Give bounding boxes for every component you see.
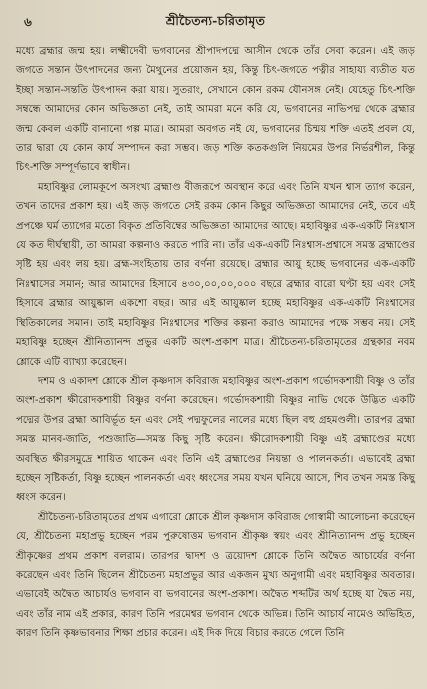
- paragraph: শ্রীচৈতন্য-চরিতামৃতের প্রথম এগারো শ্লোকে শ্রীল কৃষ্ণদাস কবিরাজ গোস্বামী আলোচনা করেছেন যে, শ্রীচৈতন্য মহাপ্রভু হচ্ছেন পরম পুরুষোত্তম ভগবান শ্রীকৃষ্ণ স্বয়ং এবং শ্রীনিত্যানন্দ প্রভু হচ্ছেন শ্রীকৃষ্ণের প্রথম প্রকাশ বলরাম। তারপর দ্বাদশ ও ত্রয়োদশ শ্লোকে তিনি অদ্বৈত আচার্যের বর্ণনা করেছেন এবং তিনি ছিলেন শ্রীচৈতন্য মহাপ্রভুর আর একজন মুখ্য অনুগামী এবং মহাবিষ্ণুর অবতার। এভাবেই অদ্বৈত আচার্যও ভগবান বা ভগবানের অংশ-প্রকাশ। অদ্বৈত শব্দটির অর্থ হচ্ছে যা দ্বৈত নয়, এবং তাঁর নাম এই প্রকার, কারণ তিনি পরমেশ্বর ভগবান থেকে অভিন্ন। তিনি আচার্য নামেও অভিহিত, কারণ তিনি কৃষ্ণভাবনার শিক্ষা প্রচার করেন। এই দিক দিয়ে বিচার করতে গেলে তিনি: [16, 511, 415, 640]
- paragraph: মহাবিষ্ণুর লোমকূপে অসংখ্য ব্রহ্মাণ্ড বীজরূপে অবস্থান করে এবং তিনি যখন শ্বাস ত্যাগ করেন, তখন তাদের প্রকাশ হয়। এই জড় জগতে সেই রকম কোন কিছুর অভিজ্ঞতা আমাদের নেই, তবে এই প্রপঞ্চে ঘর্ম ত্যাগের মতো বিকৃত প্রতিবিম্বের অভিজ্ঞতা আমাদের আছে। মহাবিষ্ণুর এক-একটি নিঃশ্বাস যে কত দীর্ঘস্থায়ী, তা আমরা কল্পনাও করতে পারি না। তাঁর এক-একটি নিঃশ্বাস-প্রশ্বাসে সমস্ত ব্রহ্মাণ্ডের সৃষ্টি হয় এবং লয় হয়। ব্রহ্ম-সংহিতায় তার বর্ণনা রয়েছে। ব্রহ্মার আয়ু হচ্ছে ভগবানের এক-একটি নিঃশ্বাসের সমান; আর আমাদের হিসাবে ৪৩০,০০,০০,০০০ বছরে ব্রহ্মার বারো ঘণ্টা হয় এবং সেই হিসাবে ব্রহ্মার আয়ুষ্কাল একশো বছর। আর এই আয়ুষ্কাল হচ্ছে মহাবিষ্ণুর এক-একটি নিঃশ্বাসের স্থিতিকালের সমান। তাই মহাবিষ্ণুর নিঃশ্বাসের শক্তির কল্পনা করাও আমাদের পক্ষে সম্ভব নয়। সেই মহাবিষ্ণু হচ্ছেন শ্রীনিত্যানন্দ প্রভুর একটি অংশ-প্রকাশ মাত্র। শ্রীচৈতন্য-চরিতামৃতের গ্রন্থকার নবম শ্লোকে এটি ব্যাখ্যা করেছেন।: [16, 181, 415, 368]
- body-text: [16, 42, 415, 644]
- running-head: [16, 14, 415, 32]
- paragraph: মধ্যে ব্রহ্মার জন্ম হয়। লক্ষ্মীদেবী ভগবানের শ্রীপাদপদ্মে আসীন থেকে তাঁর সেবা করেন। এই জড় জগতে সন্তান উৎপাদনের জন্য মৈথুনের প্রয়োজন হয়, কিন্তু চিৎ-জগতে পত্নীর সাহায্য ব্যতীত যত ইচ্ছা সন্তান-সন্ততি উৎপাদন করা যায়। সুতরাং, সেখানে কোন রকম যৌনসঙ্গ নেই। যেহেতু চিৎ-শক্তি সম্বন্ধে আমাদের কোন অভিজ্ঞতা নেই, তাই আমরা মনে করি যে, ভগবানের নাভিপদ্ম থেকে ব্রহ্মার জন্ম কেবল একটি বানানো গল্প মাত্র। আমরা অবগত নই যে, ভগবানের চিন্ময় শক্তি এতই প্রবল যে, তার দ্বারা যে কোন কার্য সম্পাদন করা সম্ভব। জড় শক্তি কতকগুলি নিয়মের উপর নির্ভরশীল, কিন্তু চিৎ-শক্তি সম্পূর্ণভাবে স্বাধীন।: [16, 46, 415, 174]
- paragraph: দশম ও একাদশ শ্লোকে শ্রীল কৃষ্ণদাস কবিরাজ মহাবিষ্ণুর অংশ-প্রকাশ গর্ভোদকশায়ী বিষ্ণু ও তাঁর অংশ-প্রকাশ ক্ষীরোদকশায়ী বিষ্ণুর বর্ণনা করেছেন। গর্ভোদকশায়ী বিষ্ণুর নাভি থেকে উদ্ভিত একটি পদ্মের উপর ব্রহ্মা আবির্ভূত হন এবং সেই পদ্মফুলের নালের মধ্যে ছিল বহু গ্রহমণ্ডলী। তারপর ব্রহ্মা সমস্ত মানব-জাতি, পশুজাতি—সমস্ত কিছু সৃষ্টি করেন। ক্ষীরোদকশায়ী বিষ্ণু এই ব্রহ্মাণ্ডের মধ্যে অবস্থিত ক্ষীরসমুদ্রে শায়িত থাকেন এবং তিনি এই ব্রহ্মাণ্ডের নিয়ন্তা ও পালনকর্তা। এভাবেই ব্রহ্মা হচ্ছেন সৃষ্টিকর্তা, বিষ্ণু হচ্ছেন পালনকর্তা এবং ধ্বংসের সময় যখন ঘনিয়ে আসে, শিব তখন সমস্ত কিছু ধ্বংস করেন।: [16, 375, 415, 504]
- book-title: শ্রীচৈতন্য-চরিতামৃত: [165, 13, 266, 28]
- page-number: ৬: [24, 15, 32, 29]
